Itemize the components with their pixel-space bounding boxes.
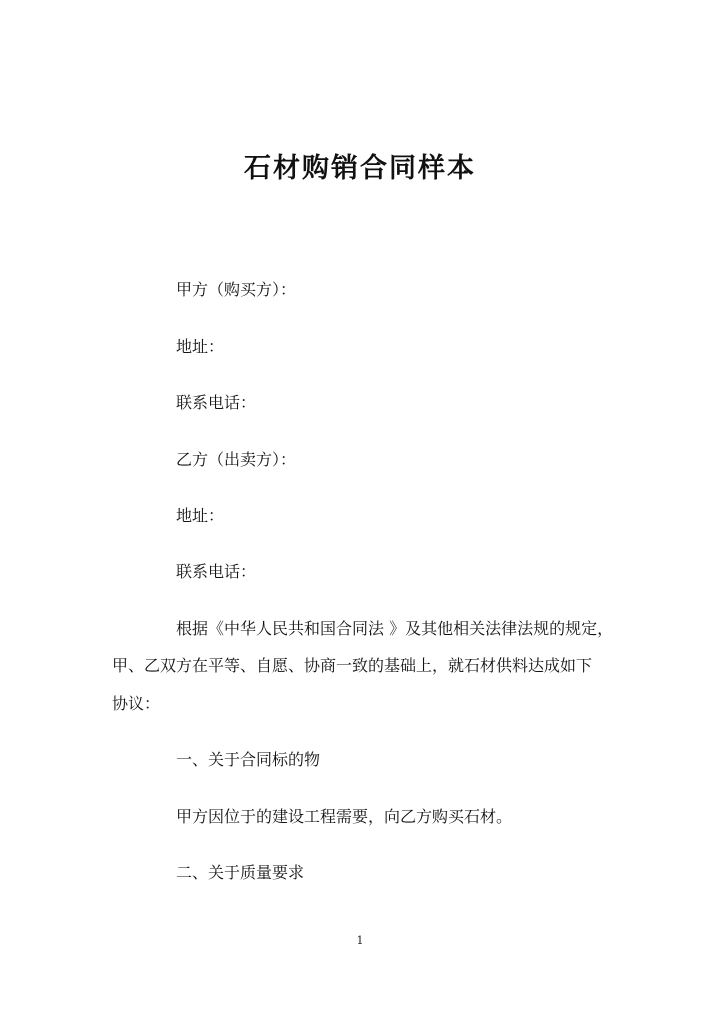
party-b-phone-label: 联系电话： [176, 562, 257, 581]
preamble-line-1: 根据《中华人民共和国合同法 》及其他相关法律法规的规定， [176, 619, 614, 638]
section-1-heading: 一、关于合同标的物 [176, 750, 321, 769]
party-a-phone-label: 联系电话： [176, 393, 257, 412]
party-a-address-label: 地址： [176, 337, 225, 356]
section-2-heading: 二、关于质量要求 [176, 863, 305, 882]
section-1-text: 甲方因位于的建设工程需要，向乙方购买石材。 [176, 807, 513, 826]
party-a-label: 甲方（购买方）： [176, 280, 297, 299]
preamble-line-3: 协议： [112, 694, 161, 713]
document-title: 石材购销合同样本 [244, 153, 476, 184]
page-number: 1 [356, 934, 364, 947]
party-b-label: 乙方（出卖方）： [176, 450, 297, 469]
preamble-line-2: 甲、乙双方在平等、自愿、协商一致的基础上，就石材供料达成如下 [112, 656, 593, 675]
party-b-address-label: 地址： [176, 506, 225, 525]
